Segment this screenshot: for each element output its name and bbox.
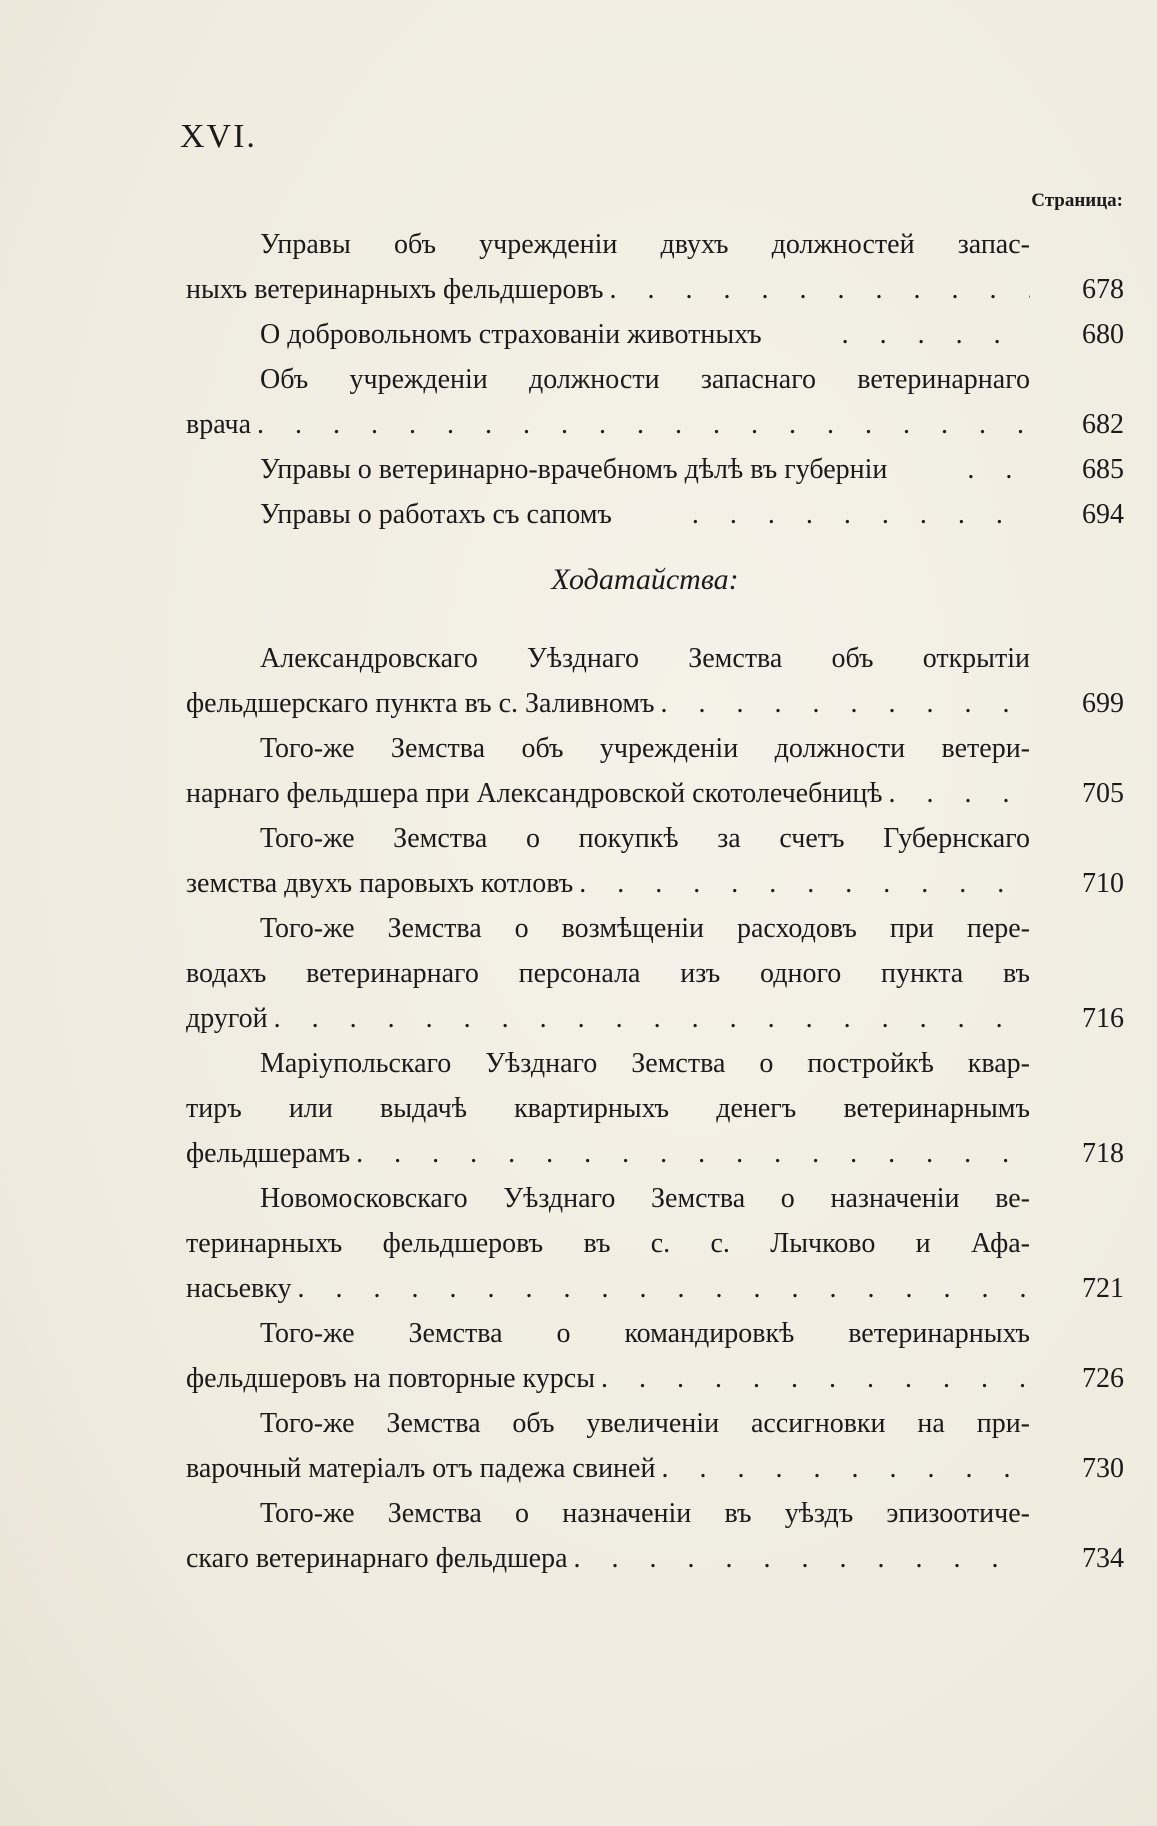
toc-page-number: 718 — [1082, 1138, 1124, 1169]
toc-page-number: 682 — [1082, 409, 1124, 440]
toc-entry-line: нарнаго фельдшера при Александровской скотолечебницѣ . . . — [186, 771, 1030, 816]
dot-leader — [595, 1356, 1030, 1401]
toc-entry — [186, 636, 1124, 726]
dot-leader — [268, 996, 1030, 1041]
toc-entry — [186, 726, 1124, 816]
toc-page-number: 721 — [1082, 1273, 1124, 1304]
toc-entry-line: Того-же Земства объ увеличеніи ассигновки на при- — [260, 1408, 1030, 1439]
dot-leader — [883, 771, 1030, 816]
toc-page-number: 678 — [1082, 274, 1124, 305]
table-of-contents — [186, 222, 1124, 1581]
dot-leader — [655, 681, 1030, 726]
toc-entry — [186, 816, 1124, 906]
toc-entry-line: скаго ветеринарнаго фельдшера . . . — [186, 1536, 1030, 1581]
toc-entry-line: Управы о работахъ съ сапомъ . . . — [186, 492, 1030, 537]
dot-leader — [573, 861, 1030, 906]
toc-entry-line: фельдшеровъ на повторные курсы . . . — [186, 1356, 1030, 1401]
toc-entry-line: ныхъ ветеринарныхъ фельдшеровъ . . . — [186, 267, 1030, 312]
toc-page-number: 734 — [1082, 1543, 1124, 1574]
toc-page-number: 694 — [1082, 499, 1124, 530]
toc-entry-line: земства двухъ паровыхъ котловъ . . . — [186, 861, 1030, 906]
toc-entry — [186, 222, 1124, 312]
toc-entry-line: тиръ или выдачѣ квартирныхъ денегъ ветеринарнымъ — [186, 1093, 1030, 1124]
toc-entry-line: Того-же Земства о назначеніи въ уѣздъ эпизоотиче- — [260, 1498, 1030, 1529]
toc-entry — [186, 906, 1124, 1041]
toc-entry-line: Маріупольскаго Уѣзднаго Земства о постройкѣ квар- — [260, 1048, 1030, 1079]
toc-entry-line: насьевку . . . — [186, 1266, 1030, 1311]
section-title: Ходатайства: — [551, 563, 739, 596]
toc-entry-line: фельдшерамъ . . . — [186, 1131, 1030, 1176]
dot-leader — [762, 312, 1030, 357]
toc-entry — [186, 1491, 1124, 1581]
toc-entry-line: Того-же Земства о командировкѣ ветеринарныхъ — [260, 1318, 1030, 1349]
toc-entry-line: Объ учрежденіи должности запаснаго ветеринарнаго — [260, 364, 1030, 395]
toc-entry — [186, 1401, 1124, 1491]
toc-entry-line: Управы объ учрежденіи двухъ должностей запас- — [260, 229, 1030, 260]
dot-leader — [350, 1131, 1030, 1176]
toc-entry-line: врача . . . — [186, 402, 1030, 447]
dot-leader — [568, 1536, 1030, 1581]
toc-entry-line: Александровскаго Уѣзднаго Земства объ открытіи — [260, 643, 1030, 674]
toc-entry — [186, 447, 1124, 492]
page-number: XVI. — [180, 118, 257, 155]
toc-entry-line: О добровольномъ страхованіи животныхъ . . . — [186, 312, 1030, 357]
toc-entry — [186, 492, 1124, 537]
dot-leader — [291, 1266, 1030, 1311]
toc-page-number: 680 — [1082, 319, 1124, 350]
toc-entry — [186, 1176, 1124, 1311]
toc-entry — [186, 1041, 1124, 1176]
toc-page-number: 685 — [1082, 454, 1124, 485]
toc-entry-line: Управы о ветеринарно-врачебномъ дѣлѣ въ губерніи . . . — [186, 447, 1030, 492]
toc-page-number: 705 — [1082, 778, 1124, 809]
toc-entry — [186, 312, 1124, 357]
toc-entry-line: фельдшерскаго пункта въ с. Заливномъ . . . — [186, 681, 1030, 726]
toc-entry-line: другой . . . — [186, 996, 1030, 1041]
toc-page-number: 699 — [1082, 688, 1124, 719]
toc-entry — [186, 1311, 1124, 1401]
toc-page-number: 710 — [1082, 868, 1124, 899]
toc-page-number: 730 — [1082, 1453, 1124, 1484]
toc-entry-line: варочный матеріалъ отъ падежа свиней . . . — [186, 1446, 1030, 1491]
dot-leader — [604, 267, 1030, 312]
toc-entry-line: Того-же Земства о покупкѣ за счетъ Губернскаго — [260, 823, 1030, 854]
dot-leader — [655, 1446, 1030, 1491]
toc-entry-line: теринарныхъ фельдшеровъ въ с. с. Лычково и Афа- — [186, 1228, 1030, 1259]
toc-entry-line: Того-же Земства о возмѣщеніи расходовъ при пере- — [260, 913, 1030, 944]
toc-entry-line: водахъ ветеринарнаго персонала изъ одного пункта въ — [186, 958, 1030, 989]
toc-entry-line: Того-же Земства объ учрежденіи должности ветери- — [260, 733, 1030, 764]
dot-leader — [251, 402, 1030, 447]
dot-leader — [887, 447, 1030, 492]
toc-page-number: 726 — [1082, 1363, 1124, 1394]
page-column-header: Страница: — [1031, 190, 1123, 211]
toc-entries-group-1 — [186, 222, 1124, 537]
toc-entry — [186, 357, 1124, 447]
toc-entries-group-2 — [186, 636, 1124, 1581]
toc-page-number: 716 — [1082, 1003, 1124, 1034]
dot-leader — [612, 492, 1030, 537]
toc-entry-line: Новомосковскаго Уѣзднаго Земства о назначеніи ве- — [260, 1183, 1030, 1214]
